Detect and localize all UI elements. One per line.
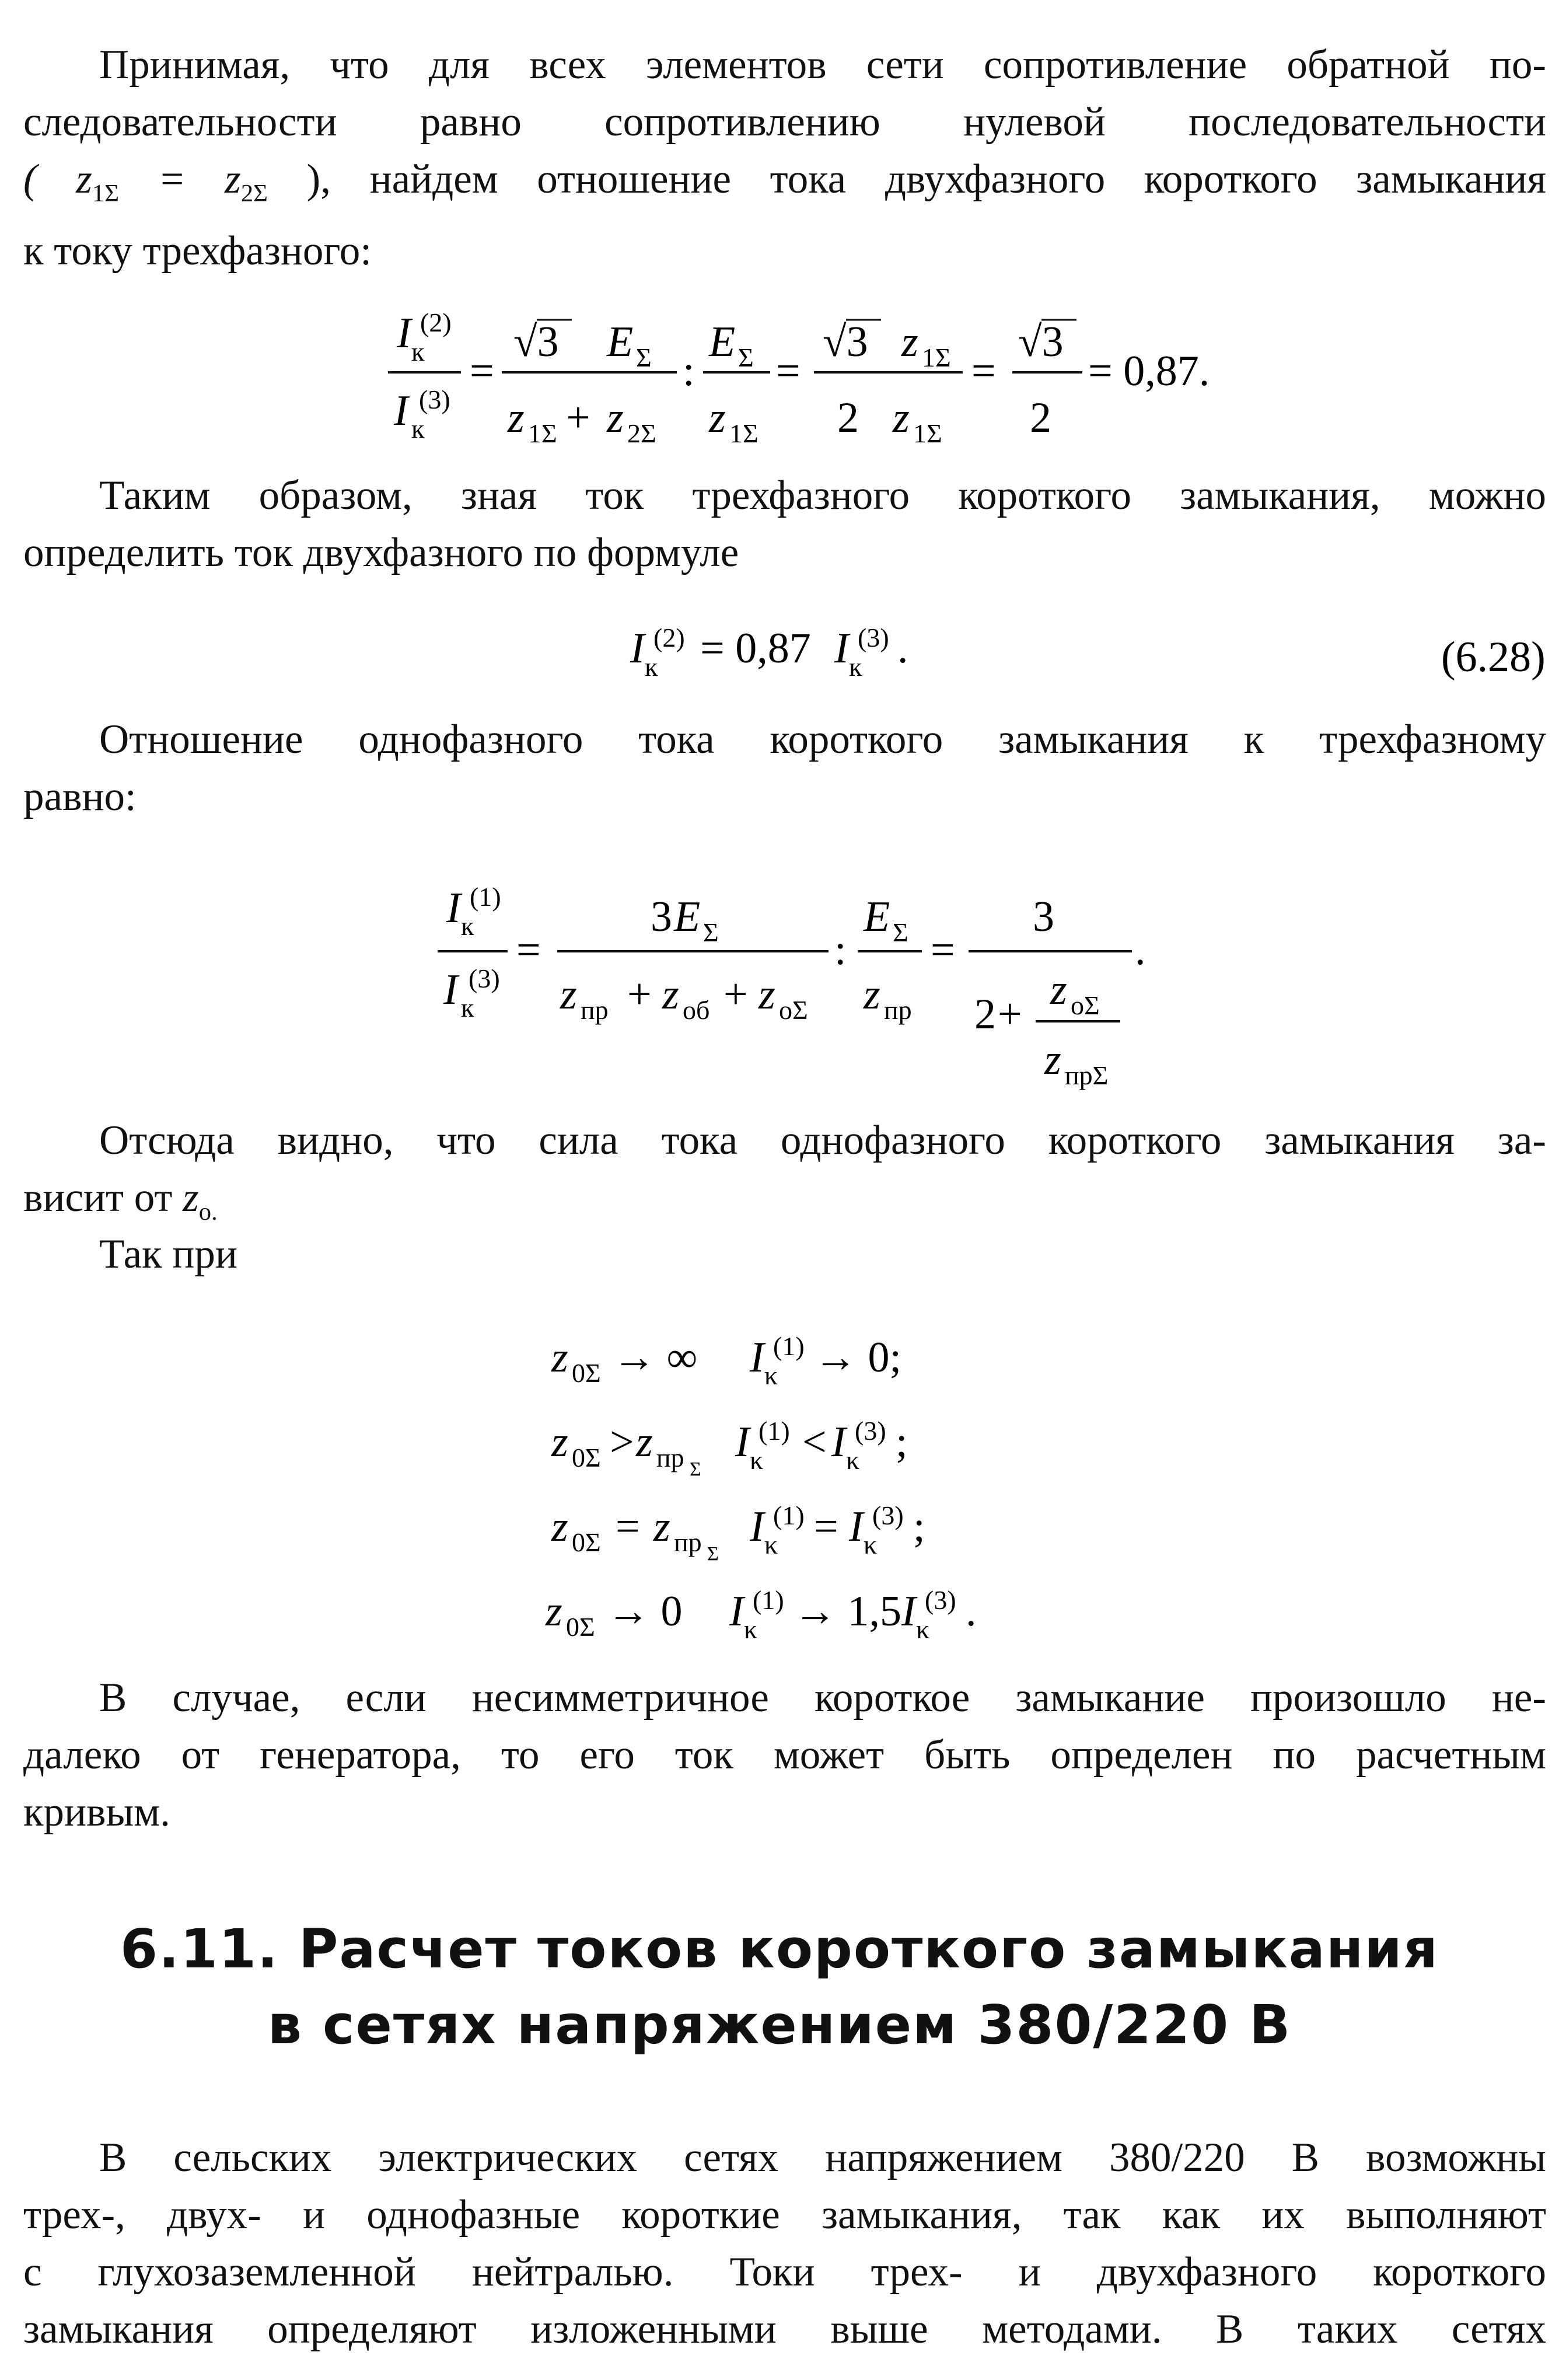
svg-text:E: E	[709, 318, 736, 366]
section-heading	[0, 1911, 1559, 2063]
formula-6-28	[0, 607, 1559, 695]
svg-text:κ: κ	[764, 1360, 778, 1390]
condition-result: → 1,5	[794, 1587, 901, 1635]
svg-text:=: =	[931, 926, 955, 974]
svg-text:(3): (3)	[469, 964, 500, 993]
svg-text:z: z	[551, 1334, 568, 1381]
text-line: Таким образом, зная ток трехфазного короткого замыкания, можно	[99, 473, 1546, 518]
svg-text:z: z	[893, 394, 910, 442]
svg-text:Σ: Σ	[636, 343, 652, 372]
svg-text:1Σ: 1Σ	[922, 343, 951, 372]
svg-text:0Σ: 0Σ	[572, 1527, 601, 1557]
text-line: замыкания определяют изложенными выше методами. В таких сетях	[23, 2306, 1546, 2352]
svg-text:z: z	[551, 1418, 568, 1466]
text-line: трех-, двух- и однофазные короткие замыкания, так как их выполняют	[23, 2192, 1546, 2238]
svg-text::: :	[683, 347, 695, 395]
text-line: кривым.	[23, 1789, 170, 1835]
condition-result: → 0;	[814, 1334, 902, 1381]
svg-text:√3: √3	[823, 318, 868, 366]
svg-text:1Σ: 1Σ	[528, 418, 557, 448]
svg-text:=: =	[470, 347, 494, 395]
svg-text:0Σ: 0Σ	[572, 1358, 601, 1388]
text-line: с глухозаземленной нейтралью. Токи трех- и двухфазного короткого	[23, 2249, 1546, 2295]
svg-text:I: I	[630, 624, 645, 672]
svg-text:(3): (3)	[855, 1416, 886, 1446]
text-line: равно:	[23, 774, 137, 819]
svg-text:пр: пр	[581, 995, 609, 1025]
svg-text:об: об	[683, 995, 710, 1025]
svg-text:z: z	[636, 1418, 653, 1466]
svg-text:2: 2	[837, 394, 859, 442]
svg-text:κ: κ	[916, 1614, 930, 1644]
svg-text:(2): (2)	[653, 623, 685, 652]
paragraph-rural-networks	[23, 2129, 1546, 2358]
section-number: 6.11.	[120, 1918, 279, 1980]
svg-text:.: .	[1135, 926, 1146, 974]
svg-text:(3): (3)	[858, 623, 889, 652]
svg-text:1Σ: 1Σ	[729, 418, 758, 448]
formula-ratio-two-three	[0, 298, 1559, 473]
svg-text:I: I	[834, 624, 849, 672]
svg-text:3: 3	[1033, 893, 1054, 941]
svg-text:(3): (3)	[419, 385, 450, 414]
text-fragment: ), найдем отношение тока двухфазного короткого замыкания	[306, 156, 1547, 202]
formula-result: = 0,87.	[1088, 347, 1210, 395]
svg-text:z: z	[546, 1587, 562, 1635]
svg-text:I: I	[831, 1418, 846, 1466]
svg-text::: :	[834, 926, 847, 974]
paragraph-single-phase-ratio	[23, 711, 1546, 825]
section-title-line	[0, 1911, 1559, 1987]
svg-text:I: I	[849, 1503, 864, 1551]
svg-text:2Σ: 2Σ	[627, 418, 656, 448]
svg-text:.: .	[897, 624, 908, 672]
svg-text:+: +	[998, 990, 1022, 1038]
svg-text:√3: √3	[513, 318, 559, 366]
svg-text:I: I	[735, 1418, 750, 1466]
svg-text:κ: κ	[846, 1445, 860, 1475]
paragraph-asymmetric	[23, 1669, 1546, 1841]
svg-text:2: 2	[1030, 394, 1051, 442]
text-line: следовательности равно сопротивлению нулевой последовательности	[23, 99, 1546, 145]
svg-text:z: z	[901, 318, 918, 366]
svg-text:оΣ: оΣ	[1071, 990, 1100, 1020]
svg-text:+: +	[627, 971, 652, 1018]
svg-text:к: к	[411, 337, 425, 367]
svg-text:;: ;	[896, 1418, 908, 1466]
text-line: к току трехфазного:	[23, 228, 372, 274]
svg-text:z: z	[1050, 966, 1067, 1014]
svg-text:→ 0: → 0	[607, 1587, 683, 1635]
equation-number: (6.28)	[1441, 633, 1546, 681]
svg-text:Σ: Σ	[893, 917, 908, 947]
svg-text:к: к	[411, 414, 425, 444]
svg-text:Σ: Σ	[738, 343, 754, 372]
svg-text:(1): (1)	[773, 1500, 805, 1530]
svg-text:=: =	[814, 1503, 838, 1551]
text-fragment: висит от	[23, 1175, 173, 1220]
svg-text:z: z	[653, 1503, 670, 1551]
svg-text:z: z	[758, 971, 775, 1018]
svg-text:пр: пр	[884, 995, 912, 1025]
svg-text:=: =	[971, 347, 996, 395]
svg-text:2: 2	[974, 990, 996, 1038]
svg-text:I: I	[901, 1587, 916, 1635]
svg-text:к: к	[645, 652, 658, 682]
svg-text:z: z	[1044, 1036, 1061, 1084]
svg-text:I: I	[446, 884, 461, 932]
svg-text:=: =	[516, 926, 541, 974]
svg-text:(3): (3)	[925, 1585, 956, 1615]
svg-text:+: +	[723, 971, 748, 1018]
text-line: определить ток двухфазного по формуле	[23, 530, 739, 575]
svg-text:=: =	[616, 1503, 640, 1551]
svg-text:Σ: Σ	[690, 1458, 701, 1480]
svg-text:z: z	[607, 394, 624, 442]
svg-text:Σ: Σ	[707, 1543, 719, 1565]
svg-text:(1): (1)	[758, 1416, 790, 1446]
svg-text:E: E	[607, 318, 634, 366]
svg-text:0Σ: 0Σ	[566, 1612, 595, 1642]
svg-text:прΣ: прΣ	[1065, 1060, 1109, 1090]
formula-ratio-one-three	[0, 864, 1559, 1109]
text-line: Отсюда видно, что сила тока однофазного короткого замыкания за-	[99, 1118, 1546, 1163]
svg-text:z: z	[709, 394, 726, 442]
text-line: Отношение однофазного тока короткого замыкания к трехфазному	[99, 717, 1546, 762]
svg-text:E: E	[674, 893, 701, 941]
svg-text:к: к	[461, 993, 474, 1023]
svg-text:I: I	[750, 1503, 764, 1551]
svg-text:I: I	[750, 1334, 764, 1381]
svg-text:I: I	[729, 1587, 744, 1635]
inline-formula: $z_о$	[183, 1175, 212, 1226]
paragraph-two-phase	[23, 467, 1546, 581]
svg-text:оΣ: оΣ	[779, 995, 808, 1025]
svg-text:пр: пр	[674, 1527, 702, 1557]
svg-text:z: z	[551, 1503, 568, 1551]
formula-conditions	[0, 1319, 1559, 1681]
svg-text:к: к	[461, 911, 474, 941]
svg-text:0Σ: 0Σ	[572, 1443, 601, 1472]
svg-text:1Σ: 1Σ	[913, 418, 942, 448]
svg-text:κ: κ	[744, 1614, 758, 1644]
text-line: Принимая, что для всех элементов сети сопротивление обратной по-	[99, 42, 1546, 88]
svg-text:z: z	[864, 971, 880, 1018]
svg-text:I: I	[443, 966, 458, 1014]
svg-text:z: z	[560, 971, 577, 1018]
svg-text:κ: κ	[864, 1530, 878, 1559]
text-line	[23, 151, 1546, 222]
svg-text:.: .	[966, 1587, 977, 1635]
svg-text:(3): (3)	[872, 1500, 904, 1530]
svg-text:√3: √3	[1018, 318, 1064, 366]
text-line: В сельских электрических сетях напряжением 380/220 В возможны	[99, 2135, 1546, 2180]
paragraph-intro	[23, 36, 1546, 280]
svg-text:(1): (1)	[773, 1331, 805, 1361]
svg-text:к: к	[849, 652, 862, 682]
svg-text:;: ;	[913, 1503, 925, 1551]
section-title: Расчет токов короткого замыкания	[299, 1918, 1439, 1980]
svg-text:κ: κ	[750, 1445, 764, 1475]
svg-text:(2): (2)	[420, 308, 452, 337]
svg-text:κ: κ	[764, 1530, 778, 1559]
paragraph-so-when: Так при	[99, 1231, 237, 1277]
inline-formula: ( $z_{1\Sigma} = z_{2\Sigma}$	[23, 156, 268, 208]
svg-text:(1): (1)	[753, 1585, 784, 1615]
svg-text:→ ∞: → ∞	[613, 1334, 698, 1381]
paragraph-depends	[23, 1112, 1546, 1241]
svg-text:+: +	[566, 394, 590, 442]
svg-text:z: z	[662, 971, 679, 1018]
svg-text:>: >	[610, 1418, 634, 1466]
text-fragment: .	[211, 1198, 218, 1226]
formula-value: = 0,87	[700, 624, 811, 672]
svg-text:E: E	[864, 893, 890, 941]
svg-text:=: =	[776, 347, 801, 395]
section-title-line: в сетях напряжением 380/220 В	[267, 1994, 1292, 2056]
svg-text:I: I	[397, 309, 411, 357]
svg-text:<: <	[802, 1418, 827, 1466]
svg-text:I: I	[394, 387, 408, 435]
text-line: В случае, если несимметричное короткое замыкание произошло не-	[99, 1675, 1546, 1721]
svg-text:(1): (1)	[470, 882, 501, 912]
svg-text:z: z	[508, 394, 525, 442]
svg-text:3: 3	[651, 893, 672, 941]
text-line: далеко от генератора, то его ток может быть определен по расчетным	[23, 1732, 1546, 1778]
svg-text:Σ: Σ	[703, 917, 719, 947]
svg-text:пр: пр	[656, 1443, 684, 1472]
